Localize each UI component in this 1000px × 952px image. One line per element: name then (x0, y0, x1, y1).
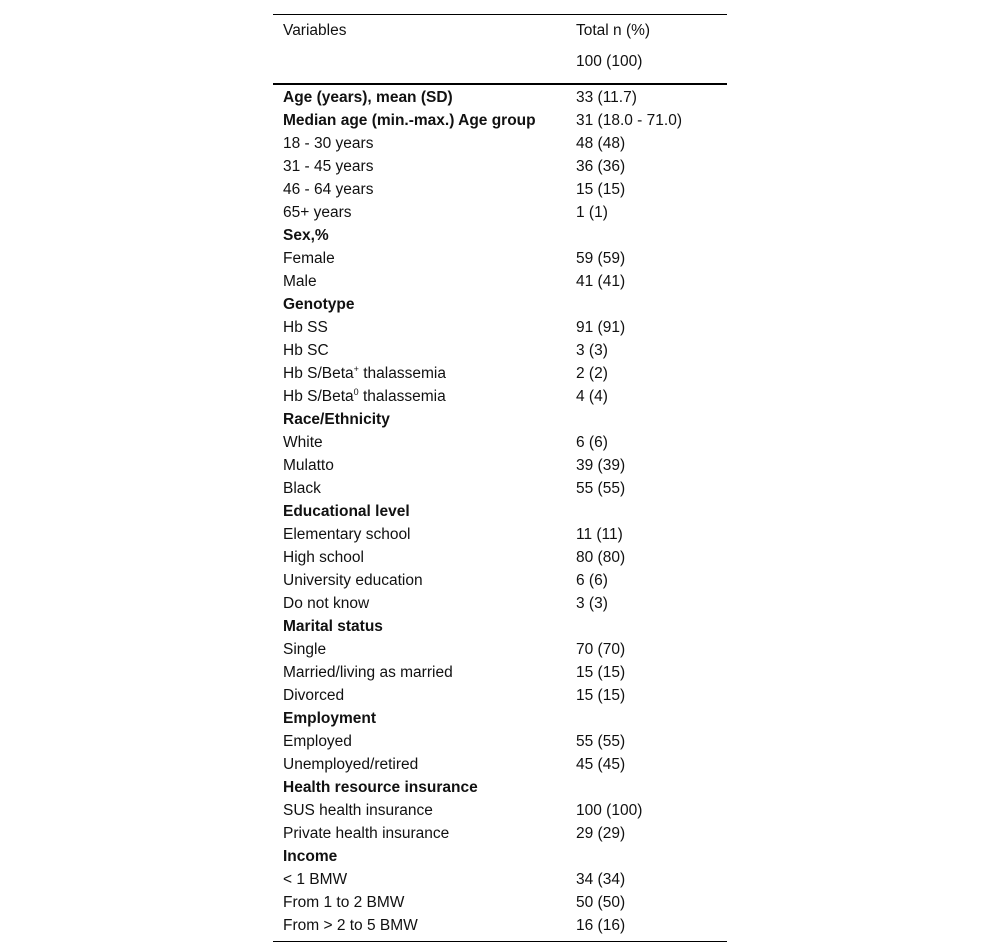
header-total: Total n (%) (576, 22, 651, 39)
row-label-text: From 1 to 2 BMW (283, 894, 405, 911)
row-value: 48 (48) (576, 135, 626, 152)
row-label (273, 339, 576, 362)
table-row (273, 592, 727, 615)
table-row (273, 661, 727, 684)
row-label-text: From > 2 to 5 BMW (283, 917, 418, 934)
row-label-text: < 1 BMW (283, 871, 348, 888)
row-label (273, 362, 576, 385)
table-row (273, 684, 727, 707)
table-section-row (273, 109, 727, 132)
row-value: 15 (15) (576, 664, 626, 681)
row-label (273, 753, 576, 776)
table-body (273, 85, 727, 941)
row-label (273, 615, 576, 638)
table-row (273, 431, 727, 454)
header-variables: Variables (283, 22, 347, 39)
row-label-text: Private health insurance (283, 825, 450, 842)
table-row (273, 270, 727, 293)
row-label-suffix: thalassemia (358, 388, 446, 405)
row-label (273, 776, 576, 799)
row-label (273, 155, 576, 178)
row-value: 15 (15) (576, 687, 626, 704)
table-row (273, 822, 727, 845)
table-row (273, 477, 727, 500)
row-value: 11 (11) (576, 526, 623, 543)
row-label (273, 546, 576, 569)
row-label-text: Median age (min.-max.) Age group (283, 112, 536, 129)
table-section-row (273, 224, 727, 247)
row-value: 3 (3) (576, 342, 608, 359)
table-row (273, 178, 727, 201)
table-row (273, 799, 727, 822)
row-value: 3 (3) (576, 595, 608, 612)
table-section-row (273, 845, 727, 868)
row-label (273, 86, 576, 109)
table-section-row (273, 408, 727, 431)
table-section-row (273, 86, 727, 109)
row-label-text: Hb SC (283, 342, 329, 359)
row-label-text: Income (283, 848, 338, 865)
row-label-text: Hb S/Beta (283, 388, 354, 405)
row-label-superscript: + (353, 364, 359, 374)
row-value (576, 408, 727, 431)
row-value: 50 (50) (576, 894, 626, 911)
row-value: 41 (41) (576, 273, 626, 290)
row-label-text: Educational level (283, 503, 410, 520)
table-section-row (273, 293, 727, 316)
row-label-text: Do not know (283, 595, 370, 612)
row-label (273, 684, 576, 707)
row-label (273, 638, 576, 661)
row-label-text: University education (283, 572, 423, 589)
row-label-text: Race/Ethnicity (283, 411, 390, 428)
row-label (273, 431, 576, 454)
row-value: 100 (100) (576, 802, 643, 819)
row-label-text: 31 - 45 years (283, 158, 374, 175)
row-label-text: Age (years), mean (SD) (283, 89, 453, 106)
header-total-value: 100 (100) (576, 53, 643, 70)
row-label (273, 178, 576, 201)
row-label-text: Married/living as married (283, 664, 453, 681)
row-value: 70 (70) (576, 641, 626, 658)
row-label-text: Single (283, 641, 327, 658)
table-section-row (273, 776, 727, 799)
row-label (273, 914, 576, 937)
row-label (273, 270, 576, 293)
row-value: 1 (1) (576, 204, 608, 221)
table-row (273, 753, 727, 776)
row-label-text: 46 - 64 years (283, 181, 374, 198)
row-label (273, 730, 576, 753)
row-label-text: Genotype (283, 296, 355, 313)
row-label (273, 799, 576, 822)
row-label-text: 65+ years (283, 204, 352, 221)
row-label (273, 569, 576, 592)
row-label-text: White (283, 434, 323, 451)
table-row (273, 316, 727, 339)
table-row (273, 454, 727, 477)
table-row (273, 339, 727, 362)
row-label (273, 868, 576, 891)
row-label (273, 891, 576, 914)
row-label-text: Unemployed/retired (283, 756, 419, 773)
row-label-text: Male (283, 273, 317, 290)
row-value: 34 (34) (576, 871, 626, 888)
row-label-text: SUS health insurance (283, 802, 433, 819)
table-row (273, 569, 727, 592)
row-label (273, 109, 576, 132)
row-value: 31 (18.0 - 71.0) (576, 112, 682, 129)
row-label (273, 224, 576, 247)
row-value: 33 (11.7) (576, 89, 637, 106)
row-label (273, 408, 576, 431)
row-label (273, 293, 576, 316)
row-value: 55 (55) (576, 480, 626, 497)
row-value (576, 707, 727, 730)
table-row (273, 730, 727, 753)
table-section-row (273, 615, 727, 638)
row-label-superscript: 0 (353, 387, 359, 397)
row-label (273, 707, 576, 730)
row-value: 16 (16) (576, 917, 626, 934)
row-label (273, 822, 576, 845)
row-value: 6 (6) (576, 572, 608, 589)
row-label-text: Hb S/Beta (283, 365, 354, 382)
row-label-text: Female (283, 250, 335, 267)
row-label-text: Employed (283, 733, 352, 750)
table-row (273, 523, 727, 546)
row-value (576, 845, 727, 868)
row-label (273, 385, 576, 408)
row-value: 91 (91) (576, 319, 626, 336)
row-label-text: Black (283, 480, 321, 497)
row-value: 45 (45) (576, 756, 626, 773)
row-label-suffix: thalassemia (358, 365, 446, 382)
row-value (576, 615, 727, 638)
row-label (273, 500, 576, 523)
row-value (576, 500, 727, 523)
row-label (273, 247, 576, 270)
table-section-row (273, 707, 727, 730)
row-value: 2 (2) (576, 365, 608, 382)
row-value: 6 (6) (576, 434, 608, 451)
table-row (273, 132, 727, 155)
header-row (273, 15, 727, 46)
table-section-row (273, 500, 727, 523)
header-blank (273, 46, 576, 77)
row-value (576, 293, 727, 316)
row-value: 15 (15) (576, 181, 626, 198)
header-total-row (273, 46, 727, 77)
row-label-text: Marital status (283, 618, 383, 635)
table-row (273, 868, 727, 891)
row-label (273, 661, 576, 684)
row-label (273, 523, 576, 546)
row-label-text: Sex,% (283, 227, 329, 244)
table-row (273, 914, 727, 937)
table-row (273, 247, 727, 270)
row-value: 36 (36) (576, 158, 626, 175)
row-label (273, 592, 576, 615)
row-label (273, 132, 576, 155)
table-header (273, 15, 727, 85)
row-value: 4 (4) (576, 388, 608, 405)
row-label (273, 454, 576, 477)
row-label-text: Hb SS (283, 319, 328, 336)
row-value: 59 (59) (576, 250, 626, 267)
row-label-text: Mulatto (283, 457, 334, 474)
table-row (273, 638, 727, 661)
row-value: 29 (29) (576, 825, 626, 842)
row-label-text: Elementary school (283, 526, 411, 543)
table-row (273, 362, 727, 385)
row-label-text: Health resource insurance (283, 779, 478, 796)
table-row (273, 155, 727, 178)
row-label-text: Divorced (283, 687, 345, 704)
row-value: 55 (55) (576, 733, 626, 750)
table-row (273, 891, 727, 914)
row-label (273, 477, 576, 500)
row-label-text: 18 - 30 years (283, 135, 374, 152)
row-label-text: Employment (283, 710, 377, 727)
row-label-text: High school (283, 549, 364, 566)
characteristics-table (273, 14, 727, 942)
row-value: 80 (80) (576, 549, 626, 566)
row-label (273, 316, 576, 339)
row-label (273, 845, 576, 868)
table-row (273, 201, 727, 224)
table-row (273, 546, 727, 569)
row-value: 39 (39) (576, 457, 626, 474)
row-value (576, 224, 727, 247)
table-row (273, 385, 727, 408)
row-value (576, 776, 727, 799)
row-label (273, 201, 576, 224)
